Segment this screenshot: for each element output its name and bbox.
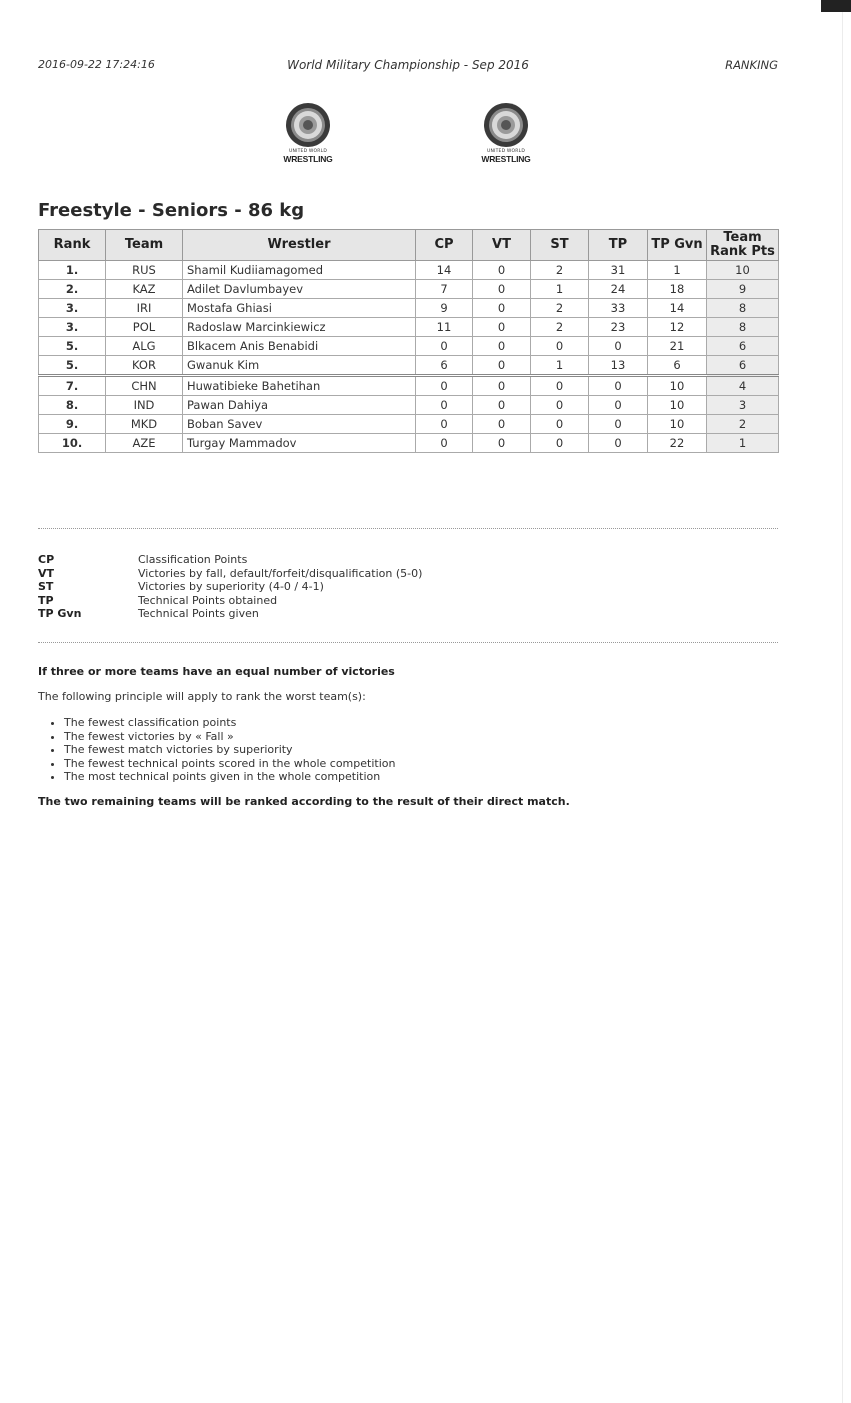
legend-row xyxy=(38,607,422,621)
legend-row xyxy=(38,567,422,581)
cell-tpgvn: 22 xyxy=(648,434,707,453)
legend-row xyxy=(38,553,422,567)
cell-team: CHN xyxy=(106,376,183,396)
cell-tp: 33 xyxy=(589,299,648,318)
cell-tpgvn: 10 xyxy=(648,415,707,434)
section-label: RANKING xyxy=(725,58,778,72)
col-header-team: Team xyxy=(106,230,183,261)
abbreviation-legend xyxy=(38,553,422,621)
cell-pts: 2 xyxy=(707,415,779,434)
cell-team: IND xyxy=(106,396,183,415)
cell-pts: 1 xyxy=(707,434,779,453)
cell-pts: 8 xyxy=(707,299,779,318)
cell-rank: 3. xyxy=(39,318,106,337)
table-row xyxy=(39,280,779,299)
cell-cp: 14 xyxy=(416,261,473,280)
cell-team: AZE xyxy=(106,434,183,453)
cell-rank: 3. xyxy=(39,299,106,318)
cell-vt: 0 xyxy=(473,299,531,318)
cell-vt: 0 xyxy=(473,318,531,337)
cell-st: 1 xyxy=(531,280,589,299)
cell-pts: 10 xyxy=(707,261,779,280)
criteria-item: • The most technical points given in the whole competition xyxy=(64,770,395,784)
ranking-table-body xyxy=(39,261,779,453)
table-row xyxy=(39,356,779,376)
logo-wordmark: WRESTLING xyxy=(283,153,333,164)
cell-tp: 0 xyxy=(589,376,648,396)
cell-cp: 0 xyxy=(416,337,473,356)
cell-pts: 4 xyxy=(707,376,779,396)
cell-vt: 0 xyxy=(473,376,531,396)
cell-st: 0 xyxy=(531,415,589,434)
col-header-st: ST xyxy=(531,230,589,261)
cell-cp: 0 xyxy=(416,376,473,396)
cell-tp: 0 xyxy=(589,337,648,356)
legend-desc: Victories by superiority (4-0 / 4-1) xyxy=(138,580,324,593)
cell-vt: 0 xyxy=(473,356,531,376)
cell-wrestler: Mostafa Ghiasi xyxy=(183,299,416,318)
ranking-table xyxy=(38,229,779,453)
cell-cp: 0 xyxy=(416,434,473,453)
legend-row xyxy=(38,580,422,594)
legend-desc: Victories by fall, default/forfeit/disqualification (5-0) xyxy=(138,566,423,580)
cell-tp: 13 xyxy=(589,356,648,376)
cell-rank: 1. xyxy=(39,261,106,280)
legend-desc: Technical Points given xyxy=(138,607,259,620)
cell-st: 2 xyxy=(531,318,589,337)
uww-emblem-icon xyxy=(483,102,529,148)
tiebreak-intro: The following principle will apply to rank the worst team(s): xyxy=(38,690,366,703)
cell-wrestler: Boban Savev xyxy=(183,415,416,434)
cell-tpgvn: 1 xyxy=(648,261,707,280)
legend-abbr: TP Gvn xyxy=(38,607,82,620)
cell-tpgvn: 21 xyxy=(648,337,707,356)
print-timestamp: 2016-09-22 17:24:16 xyxy=(38,58,155,71)
tiebreak-heading: If three or more teams have an equal number of victories xyxy=(38,665,395,678)
uww-emblem-icon xyxy=(285,102,331,148)
cell-pts: 6 xyxy=(707,337,779,356)
criteria-item: • The fewest classification points xyxy=(64,716,395,730)
col-header-rank: Rank xyxy=(39,230,106,261)
scan-edge xyxy=(842,0,843,1403)
tiebreak-criteria-list xyxy=(52,716,395,784)
col-header-tp-gvn: TP Gvn xyxy=(648,230,707,261)
cell-pts: 9 xyxy=(707,280,779,299)
cell-cp: 0 xyxy=(416,396,473,415)
cell-st: 0 xyxy=(531,434,589,453)
divider xyxy=(38,642,778,643)
col-header-team-rank-pts xyxy=(707,230,779,261)
cell-vt: 0 xyxy=(473,337,531,356)
legend-row xyxy=(38,594,422,608)
divider xyxy=(38,528,778,529)
table-row xyxy=(39,337,779,356)
legend-abbr: VT xyxy=(38,566,55,580)
tiebreak-footer: The two remaining teams will be ranked according to the result of their direct match. xyxy=(38,795,570,808)
table-row xyxy=(39,376,779,396)
cell-st: 2 xyxy=(531,261,589,280)
cell-rank: 2. xyxy=(39,280,106,299)
table-header-row xyxy=(39,230,779,261)
event-title: World Military Championship - Sep 2016 xyxy=(287,58,529,72)
cell-tp: 24 xyxy=(589,280,648,299)
cell-wrestler: Huwatibieke Bahetihan xyxy=(183,376,416,396)
cell-rank: 5. xyxy=(39,356,106,376)
cell-vt: 0 xyxy=(473,396,531,415)
cell-cp: 11 xyxy=(416,318,473,337)
col-header-tp: TP xyxy=(589,230,648,261)
uww-logo-right xyxy=(479,102,533,164)
cell-wrestler: Shamil Kudiiamagomed xyxy=(183,261,416,280)
criteria-item: • The fewest match victories by superiority xyxy=(64,743,395,757)
cell-cp: 9 xyxy=(416,299,473,318)
cell-tpgvn: 10 xyxy=(648,376,707,396)
logo-caption: UNITED WORLD xyxy=(289,149,327,154)
cell-rank: 10. xyxy=(39,434,106,453)
cell-tpgvn: 18 xyxy=(648,280,707,299)
col-header-cp: CP xyxy=(416,230,473,261)
table-row xyxy=(39,261,779,280)
col-header-team-rank-pts-line1: Team xyxy=(723,230,762,245)
cell-pts: 6 xyxy=(707,356,779,376)
cell-wrestler: Pawan Dahiya xyxy=(183,396,416,415)
cell-team: RUS xyxy=(106,261,183,280)
cell-st: 0 xyxy=(531,396,589,415)
cell-cp: 7 xyxy=(416,280,473,299)
table-row xyxy=(39,396,779,415)
cell-pts: 3 xyxy=(707,396,779,415)
cell-cp: 0 xyxy=(416,415,473,434)
legend-abbr: ST xyxy=(38,580,54,593)
col-header-team-rank-pts-line2: Rank Pts xyxy=(710,244,775,259)
cell-vt: 0 xyxy=(473,261,531,280)
cell-vt: 0 xyxy=(473,280,531,299)
cell-st: 0 xyxy=(531,376,589,396)
legend-desc: Classification Points xyxy=(138,553,248,566)
category-title: Freestyle - Seniors - 86 kg xyxy=(38,200,305,221)
cell-tpgvn: 12 xyxy=(648,318,707,337)
cell-tp: 0 xyxy=(589,396,648,415)
cell-tp: 0 xyxy=(589,415,648,434)
cell-wrestler: Adilet Davlumbayev xyxy=(183,280,416,299)
cell-team: POL xyxy=(106,318,183,337)
criteria-item: • The fewest technical points scored in the whole competition xyxy=(64,757,395,771)
cell-st: 1 xyxy=(531,356,589,376)
cell-rank: 8. xyxy=(39,396,106,415)
legend-abbr: TP xyxy=(38,593,54,607)
cell-tpgvn: 14 xyxy=(648,299,707,318)
cell-team: KAZ xyxy=(106,280,183,299)
logo-wordmark: WRESTLING xyxy=(481,153,531,164)
table-row xyxy=(39,434,779,453)
cell-tpgvn: 10 xyxy=(648,396,707,415)
col-header-vt: VT xyxy=(473,230,531,261)
cell-st: 2 xyxy=(531,299,589,318)
cell-tpgvn: 6 xyxy=(648,356,707,376)
cell-vt: 0 xyxy=(473,415,531,434)
cell-rank: 9. xyxy=(39,415,106,434)
cell-wrestler: Turgay Mammadov xyxy=(183,434,416,453)
cell-team: KOR xyxy=(106,356,183,376)
cell-rank: 5. xyxy=(39,337,106,356)
criteria-item: • The fewest victories by « Fall » xyxy=(64,730,395,744)
uww-logo-left xyxy=(281,102,335,164)
cell-cp: 6 xyxy=(416,356,473,376)
cell-wrestler: Radoslaw Marcinkiewicz xyxy=(183,318,416,337)
legend-desc: Technical Points obtained xyxy=(138,593,278,607)
table-row xyxy=(39,318,779,337)
col-header-wrestler: Wrestler xyxy=(183,230,416,261)
cell-rank: 7. xyxy=(39,376,106,396)
cell-tp: 0 xyxy=(589,434,648,453)
cell-team: ALG xyxy=(106,337,183,356)
table-row xyxy=(39,299,779,318)
scan-mark xyxy=(821,0,851,12)
cell-team: MKD xyxy=(106,415,183,434)
cell-pts: 8 xyxy=(707,318,779,337)
cell-wrestler: Gwanuk Kim xyxy=(183,356,416,376)
cell-vt: 0 xyxy=(473,434,531,453)
cell-tp: 23 xyxy=(589,318,648,337)
table-row xyxy=(39,415,779,434)
cell-team: IRI xyxy=(106,299,183,318)
cell-tp: 31 xyxy=(589,261,648,280)
cell-wrestler: Blkacem Anis Benabidi xyxy=(183,337,416,356)
logo-caption: UNITED WORLD xyxy=(487,149,525,154)
legend-abbr: CP xyxy=(38,553,55,566)
cell-st: 0 xyxy=(531,337,589,356)
